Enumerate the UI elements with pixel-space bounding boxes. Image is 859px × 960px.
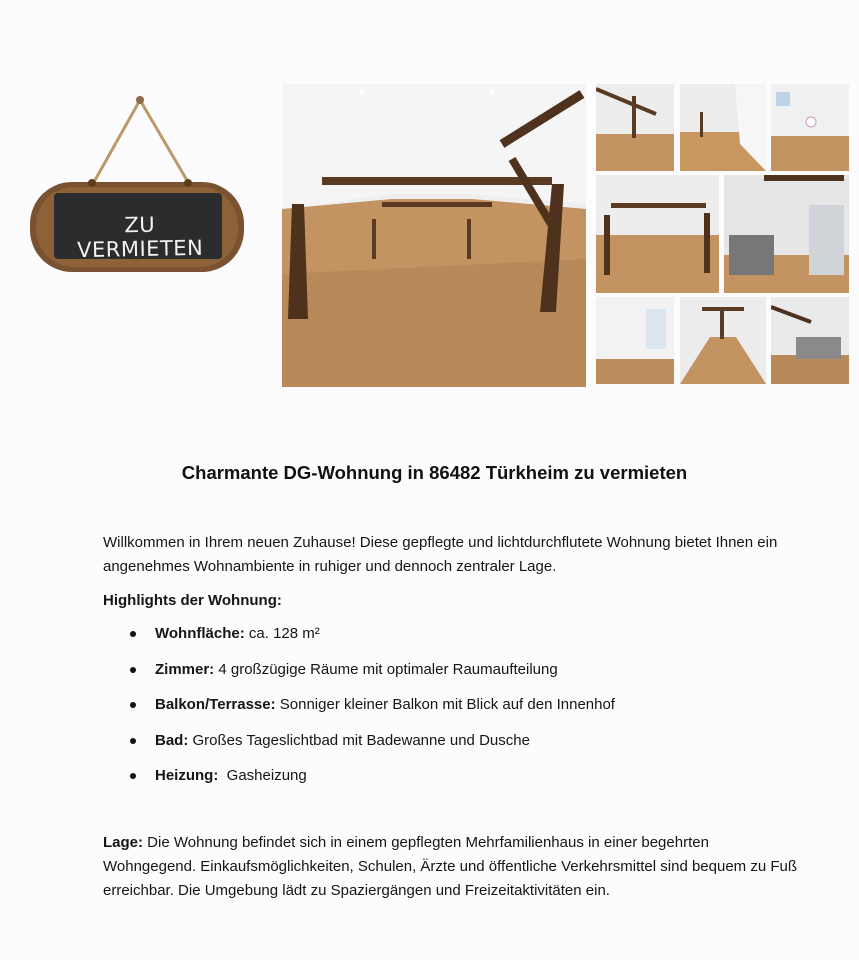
highlight-label: Zimmer: (155, 660, 215, 678)
highlight-label: Balkon/Terrasse: (155, 696, 276, 713)
intro-paragraph: Willkommen in Ihrem neuen Zuhause! Diese gepflegte und lichtdurchflutete Wohnung bietet Ihnen ein angenehmes Wohnambiente in ruhiger und dennoch zentraler Lage. (103, 534, 778, 575)
photo-thumb-6 (596, 297, 674, 384)
list-item (103, 764, 803, 800)
location-text: Die Wohnung befindet sich in einem gepflegten Mehrfamilienhaus in einer begehrten Wohngegend. Einkaufsmöglichkeiten, Schulen, Ärzte und öffentliche Verkehrsmittel sind bequem zu Fuß erreichbar. Die Umgebung lädt zu Spaziergängen und Freizeitaktivitäten ein. (103, 834, 798, 899)
highlight-label: Heizung: (155, 767, 219, 784)
highlight-value: Großes Tageslichtbad mit Badewanne und Dusche (188, 731, 530, 749)
location-label: Lage: (103, 834, 144, 851)
zu-vermieten-sign (22, 90, 252, 290)
list-item (103, 693, 803, 729)
highlight-label: Bad: (155, 731, 189, 749)
highlight-value: Gasheizung (218, 767, 307, 784)
list-item (103, 729, 803, 765)
highlights-list (103, 622, 803, 800)
highlight-value: Sonniger kleiner Balkon mit Blick auf den Innenhof (275, 696, 615, 713)
photo-thumb-4 (596, 175, 719, 293)
photo-thumb-7 (680, 297, 766, 384)
photo-thumb-1 (596, 84, 674, 171)
list-item (103, 658, 803, 694)
highlight-value: ca. 128 m² (244, 625, 320, 642)
sign-text: ZU VERMIETEN (76, 212, 204, 263)
photo-main-attic (282, 84, 586, 387)
location-paragraph (103, 831, 803, 903)
listing-title: Charmante DG-Wohnung in 86482 Türkheim zu vermieten (181, 462, 688, 483)
photo-thumb-5 (724, 175, 849, 293)
list-item (103, 622, 803, 658)
highlights-heading: Highlights der Wohnung: (103, 592, 282, 609)
highlight-value: 4 großzügige Räume mit optimaler Raumaufteilung (214, 660, 558, 678)
photo-thumb-3 (771, 84, 849, 171)
photo-thumb-8 (771, 297, 849, 384)
photo-thumb-2 (680, 84, 766, 171)
highlight-label: Wohnfläche: (155, 625, 245, 642)
